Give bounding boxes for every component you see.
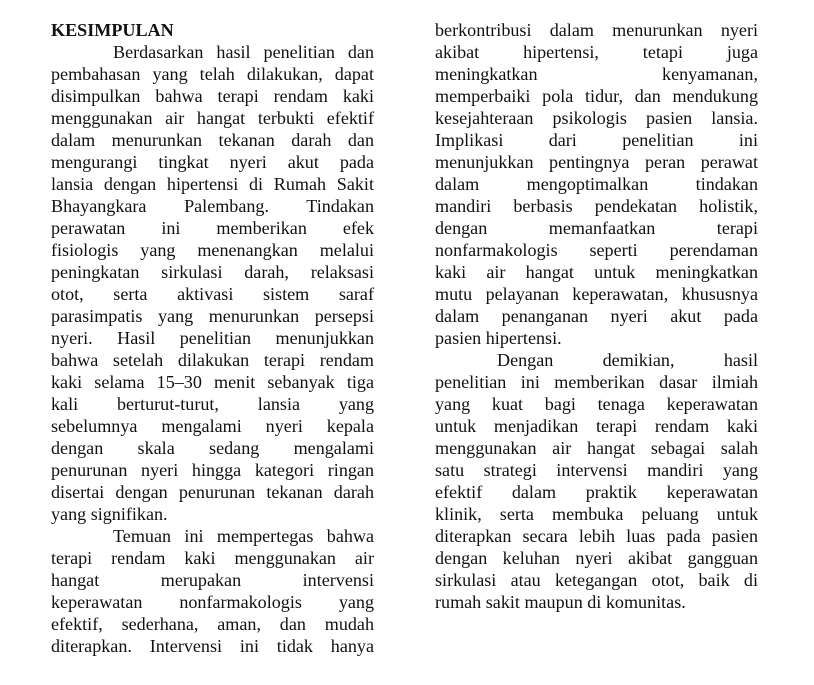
text-line: memperbaiki pola tidur, dan mendukung: [435, 86, 758, 106]
text-line: nonfarmakologis seperti perendaman: [435, 240, 758, 260]
text-line: diterapkan. Intervensi ini tidak hanya: [51, 636, 374, 656]
text-line: Berdasarkan hasil penelitian dan: [113, 42, 374, 62]
text-line: hangat merupakan intervensi: [51, 570, 374, 590]
text-line: keperawatan nonfarmakologis yang: [51, 592, 374, 612]
text-line: kali berturut-turut, lansia yang: [51, 394, 374, 414]
text-line: disertai dengan penurunan tekanan darah: [51, 482, 374, 502]
text-line: yang signifikan.: [51, 504, 168, 524]
text-line: penurunan nyeri hingga kategori ringan: [51, 460, 374, 480]
text-line: pembahasan yang telah dilakukan, dapat: [51, 64, 374, 84]
text-line: diterapkan secara lebih luas pada pasien: [435, 526, 758, 546]
text-line: sebelumnya mengalami nyeri kepala: [51, 416, 374, 436]
text-line: dalam penanganan nyeri akut pada: [435, 306, 758, 326]
text-line: otot, serta aktivasi sistem saraf: [51, 284, 374, 304]
text-line: kaki air hangat untuk meningkatkan: [435, 262, 758, 282]
right-column: [435, 19, 758, 613]
text-line: yang kuat bagi tenaga keperawatan: [435, 394, 758, 414]
left-column-text: [51, 41, 374, 657]
text-line: efektif, sederhana, aman, dan mudah: [51, 614, 374, 634]
text-line: satu strategi intervensi mandiri yang: [435, 460, 758, 480]
text-line: menggunakan air hangat terbukti efektif: [51, 108, 374, 128]
section-heading: KESIMPULAN: [51, 20, 174, 40]
text-line: mandiri berbasis pendekatan holistik,: [435, 196, 758, 216]
text-line: disimpulkan bahwa terapi rendam kaki: [51, 86, 374, 106]
text-line: dalam menurunkan tekanan darah dan: [51, 130, 374, 150]
text-line: Dengan demikian, hasil: [497, 350, 758, 370]
text-line: mengurangi tingkat nyeri akut pada: [51, 152, 374, 172]
text-line: Temuan ini mempertegas bahwa: [113, 526, 374, 546]
text-line: kesejahteraan psikologis pasien lansia.: [435, 108, 758, 128]
text-line: Implikasi dari penelitian ini: [435, 130, 758, 150]
text-line: dengan keluhan nyeri akibat gangguan: [435, 548, 758, 568]
text-line: perawatan ini memberikan efek: [51, 218, 374, 238]
text-line: berkontribusi dalam menurunkan nyeri: [435, 20, 758, 40]
text-line: fisiologis yang menenangkan melalui: [51, 240, 374, 260]
text-line: rumah sakit maupun di komunitas.: [435, 592, 686, 612]
right-column-text: [435, 19, 758, 613]
text-line: peningkatan sirkulasi darah, relaksasi: [51, 262, 374, 282]
text-line: lansia dengan hipertensi di Rumah Sakit: [51, 174, 374, 194]
text-line: untuk menjadikan terapi rendam kaki: [435, 416, 758, 436]
left-column: [51, 19, 374, 657]
text-line: pasien hipertensi.: [435, 328, 562, 348]
text-line: bahwa setelah dilakukan terapi rendam: [51, 350, 374, 370]
text-line: menggunakan air hangat sebagai salah: [435, 438, 758, 458]
text-line: dalam mengoptimalkan tindakan: [435, 174, 758, 194]
text-line: Bhayangkara Palembang. Tindakan: [51, 196, 374, 216]
text-line: akibat hipertensi, tetapi juga: [435, 42, 758, 62]
text-line: kaki selama 15–30 menit sebanyak tiga: [51, 372, 374, 392]
text-line: meningkatkan kenyamanan,: [435, 64, 758, 84]
text-line: dengan skala sedang mengalami: [51, 438, 374, 458]
text-line: nyeri. Hasil penelitian menunjukkan: [51, 328, 374, 348]
text-line: menunjukkan pentingnya peran perawat: [435, 152, 758, 172]
text-line: dengan memanfaatkan terapi: [435, 218, 758, 238]
text-line: parasimpatis yang menurunkan persepsi: [51, 306, 374, 326]
text-line: mutu pelayanan keperawatan, khususnya: [435, 284, 758, 304]
text-line: penelitian ini memberikan dasar ilmiah: [435, 372, 758, 392]
text-line: efektif dalam praktik keperawatan: [435, 482, 758, 502]
text-line: terapi rendam kaki menggunakan air: [51, 548, 374, 568]
text-line: klinik, serta membuka peluang untuk: [435, 504, 758, 524]
text-line: sirkulasi atau ketegangan otot, baik di: [435, 570, 758, 590]
